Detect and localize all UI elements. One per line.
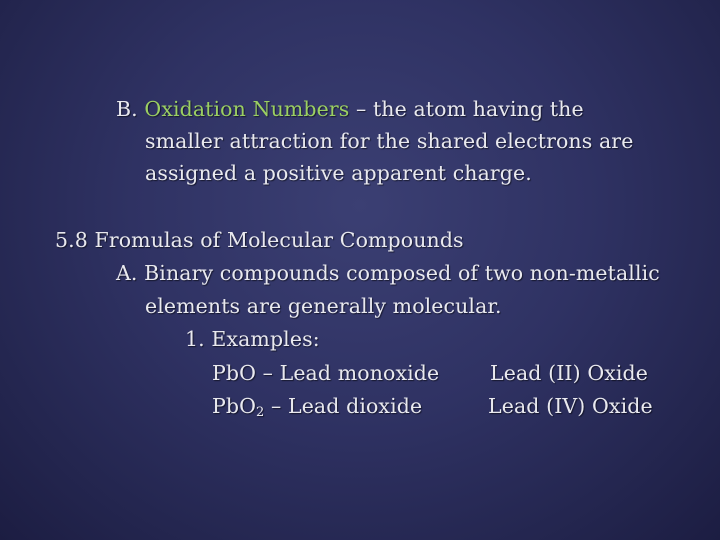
oxidation-numbers-line-2: smaller attraction for the shared electrons are <box>145 129 634 153</box>
binary-compounds-line-2: elements are generally molecular. <box>145 294 502 318</box>
examples-label: 1. Examples: <box>185 327 320 351</box>
example-pbo <box>212 361 439 385</box>
binary-compounds-line-1: A. Binary compounds composed of two non-metallic <box>116 261 660 285</box>
formula: PbO <box>212 394 257 418</box>
formula-subscript: 2 <box>256 405 265 420</box>
oxidation-numbers-line-3: assigned a positive apparent charge. <box>145 161 532 185</box>
stock-name-pbo: Lead (II) Oxide <box>490 361 648 385</box>
section-heading: 5.8 Fromulas of Molecular Compounds <box>55 228 464 252</box>
stock-name-pbo2: Lead (IV) Oxide <box>488 394 653 418</box>
oxidation-numbers-term: Oxidation Numbers <box>144 97 350 121</box>
section-b-prefix: B. <box>116 97 145 121</box>
common-name: – Lead monoxide <box>256 361 440 385</box>
oxidation-numbers-definition-start: – the atom having the <box>349 97 584 121</box>
example-pbo2 <box>212 394 422 418</box>
common-name: – Lead dioxide <box>264 394 423 418</box>
oxidation-numbers-line-1 <box>116 97 584 121</box>
formula: PbO <box>212 361 257 385</box>
